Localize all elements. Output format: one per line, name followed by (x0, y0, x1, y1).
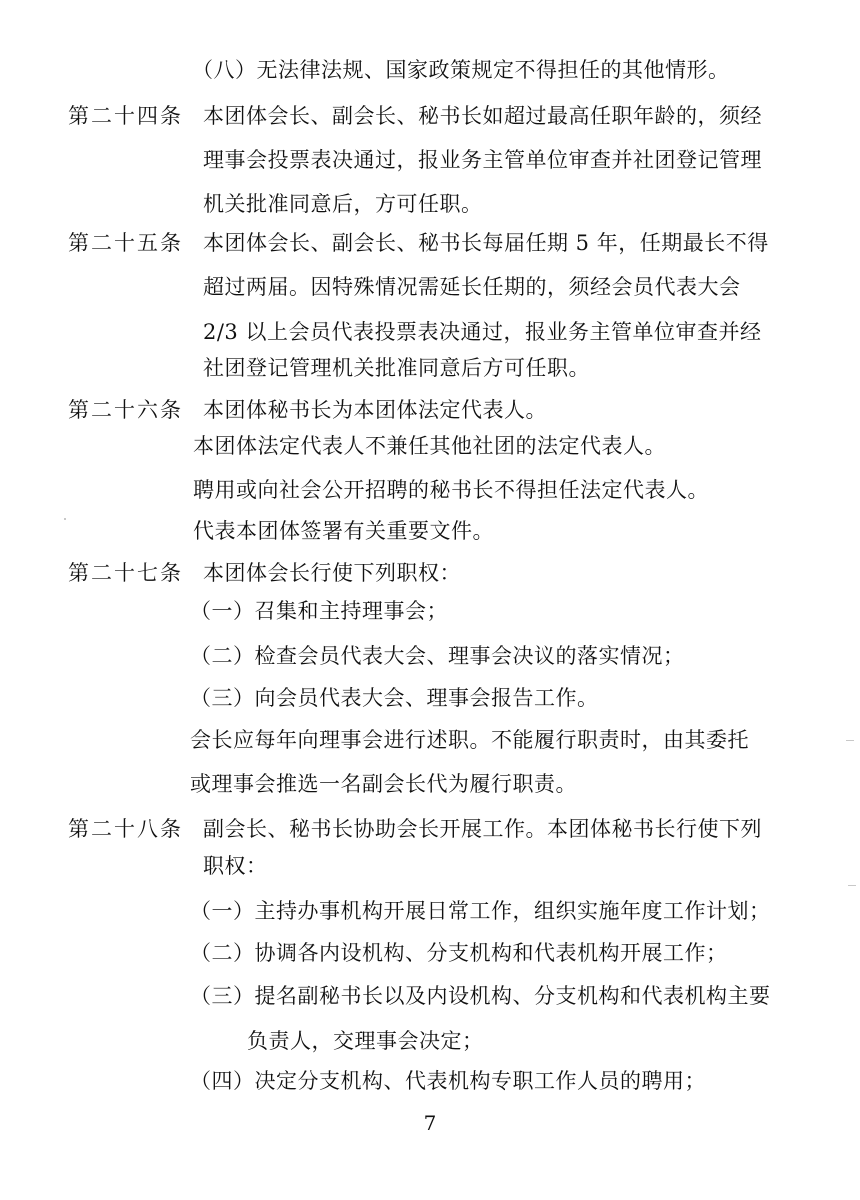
article-25-line-2: 超过两届。因特殊情况需延长任期的，须经会员代表大会 (203, 275, 741, 299)
article-27-item-3: （三）向会员代表大会、理事会报告工作。 (190, 686, 599, 710)
article-27-para-1: 会长应每年向理事会进行述职。不能履行职责时，由其委托 (190, 728, 749, 752)
article-27-item-2: （二）检查会员代表大会、理事会决议的落实情况； (190, 644, 685, 668)
article-label-24: 第二十四条 (68, 104, 183, 128)
article-26-line-1: 本团体秘书长为本团体法定代表人。 (203, 398, 547, 422)
article-28-item-4: （四）决定分支机构、代表机构专职工作人员的聘用； (190, 1069, 706, 1093)
article-label-25: 第二十五条 (68, 231, 183, 255)
article-28-line-2: 职权： (203, 854, 268, 878)
item-8-text: （八）无法律法规、国家政策规定不得担任的其他情形。 (192, 58, 730, 82)
article-label-26: 第二十六条 (68, 398, 183, 422)
scan-speck (64, 518, 66, 520)
article-26-line-3: 聘用或向社会公开招聘的秘书长不得担任法定代表人。 (193, 478, 709, 502)
article-25-line-1: 本团体会长、副会长、秘书长每届任期 5 年，任期最长不得 (203, 231, 769, 255)
article-28-item-3: （三）提名副秘书长以及内设机构、分支机构和代表机构主要 (190, 984, 771, 1008)
scan-mark (846, 740, 854, 741)
page-number: 7 (423, 1111, 437, 1135)
article-label-27: 第二十七条 (68, 561, 183, 585)
article-27-item-1: （一）召集和主持理事会； (190, 599, 448, 623)
article-25-line-3: 2/3 以上会员代表投票表决通过，报业务主管单位审查并经 (203, 320, 762, 344)
article-25-line-4: 社团登记管理机关批准同意后方可任职。 (203, 356, 590, 380)
article-27-line-1: 本团体会长行使下列职权： (203, 561, 461, 585)
article-label-28: 第二十八条 (68, 817, 183, 841)
article-24-line-3: 机关批准同意后，方可任职。 (203, 192, 483, 216)
article-28-item-1: （一）主持办事机构开展日常工作，组织实施年度工作计划； (190, 899, 771, 923)
article-24-line-1: 本团体会长、副会长、秘书长如超过最高任职年龄的，须经 (203, 104, 762, 128)
article-28-item-3-cont: 负责人，交理事会决定； (247, 1029, 484, 1053)
article-26-line-4: 代表本团体签署有关重要文件。 (193, 519, 494, 543)
article-28-line-1: 副会长、秘书长协助会长开展工作。本团体秘书长行使下列 (203, 817, 762, 841)
article-27-para-2: 或理事会推选一名副会长代为履行职责。 (190, 772, 577, 796)
article-26-line-2: 本团体法定代表人不兼任其他社团的法定代表人。 (193, 434, 666, 458)
scan-mark (848, 885, 856, 886)
article-28-item-2: （二）协调各内设机构、分支机构和代表机构开展工作； (190, 941, 728, 965)
article-24-line-2: 理事会投票表决通过，报业务主管单位审查并社团登记管理 (203, 148, 762, 172)
